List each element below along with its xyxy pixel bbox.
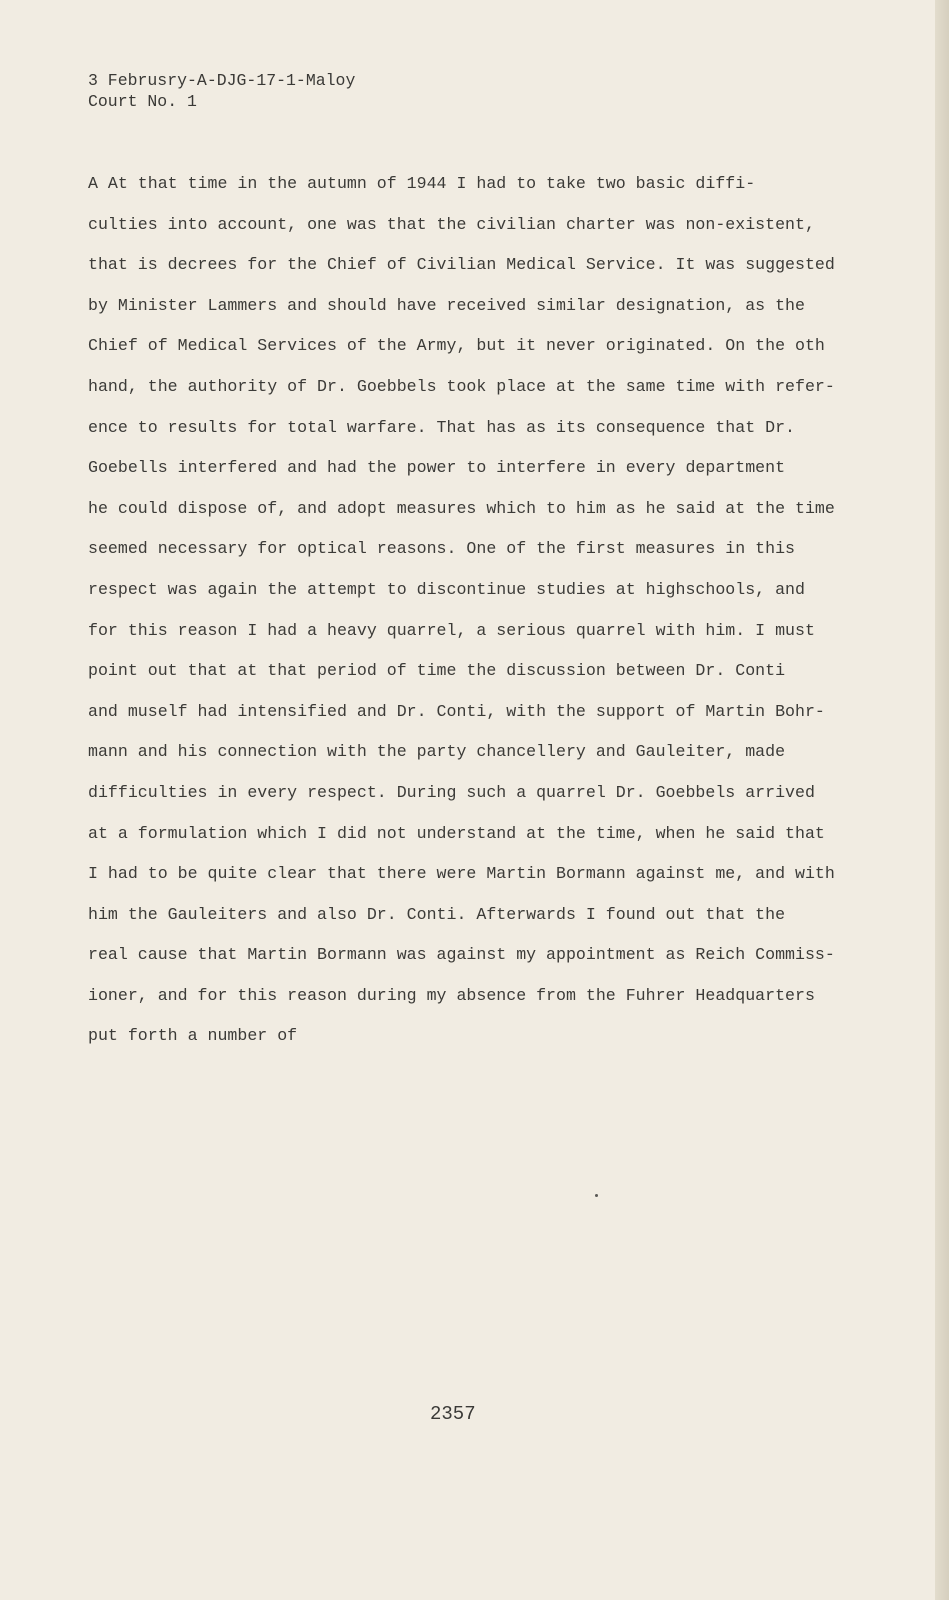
body-line: him the Gauleiters and also Dr. Conti. Afterwards I found out that the <box>88 904 786 924</box>
body-line: real cause that Martin Bormann was against my appointment as Reich Commiss- <box>88 945 835 965</box>
body-line: by Minister Lammers and should have received similar designation, as the <box>88 295 805 315</box>
page-number: 2357 <box>430 1403 476 1425</box>
body-line: ioner, and for this reason during my absence from the Fuhrer Headquarters <box>88 985 815 1005</box>
body-line: Chief of Medical Services of the Army, but it never originated. On the oth <box>88 336 825 356</box>
page-edge <box>935 0 949 1600</box>
body-line: at a formulation which I did not understand at the time, when he said that <box>88 823 825 843</box>
body-line: ence to results for total warfare. That has as its consequence that Dr. <box>88 417 796 437</box>
body-line: respect was again the attempt to discontinue studies at highschools, and <box>88 579 805 599</box>
stray-mark <box>595 1194 598 1197</box>
body-line: culties into account, one was that the civilian charter was non-existent, <box>88 214 815 234</box>
body-line: that is decrees for the Chief of Civilian Medical Service. It was suggested <box>88 255 835 275</box>
body-line: and muself had intensified and Dr. Conti, with the support of Martin Bohr- <box>88 701 825 721</box>
header-court: Court No. 1 <box>88 92 197 111</box>
body-line: I had to be quite clear that there were Martin Bormann against me, and with <box>88 864 835 884</box>
body-line: difficulties in every respect. During such a quarrel Dr. Goebbels arrived <box>88 782 815 802</box>
header-reference: 3 Februsry-A-DJG-17-1-Maloy <box>88 71 356 90</box>
body-line: point out that at that period of time the discussion between Dr. Conti <box>88 661 786 681</box>
body-line: he could dispose of, and adopt measures which to him as he said at the time <box>88 498 835 518</box>
body-line: mann and his connection with the party chancellery and Gauleiter, made <box>88 742 786 762</box>
body-line: for this reason I had a heavy quarrel, a serious quarrel with him. I must <box>88 620 815 640</box>
body-line: seemed necessary for optical reasons. One of the first measures in this <box>88 539 796 559</box>
transcript-body <box>88 164 863 1057</box>
body-line: put forth a number of <box>88 1026 298 1046</box>
document-header <box>88 70 355 112</box>
body-line: A At that time in the autumn of 1944 I had to take two basic diffi- <box>88 174 756 193</box>
body-line: hand, the authority of Dr. Goebbels took place at the same time with refer- <box>88 376 835 396</box>
body-line: Goebells interfered and had the power to interfere in every department <box>88 458 786 478</box>
